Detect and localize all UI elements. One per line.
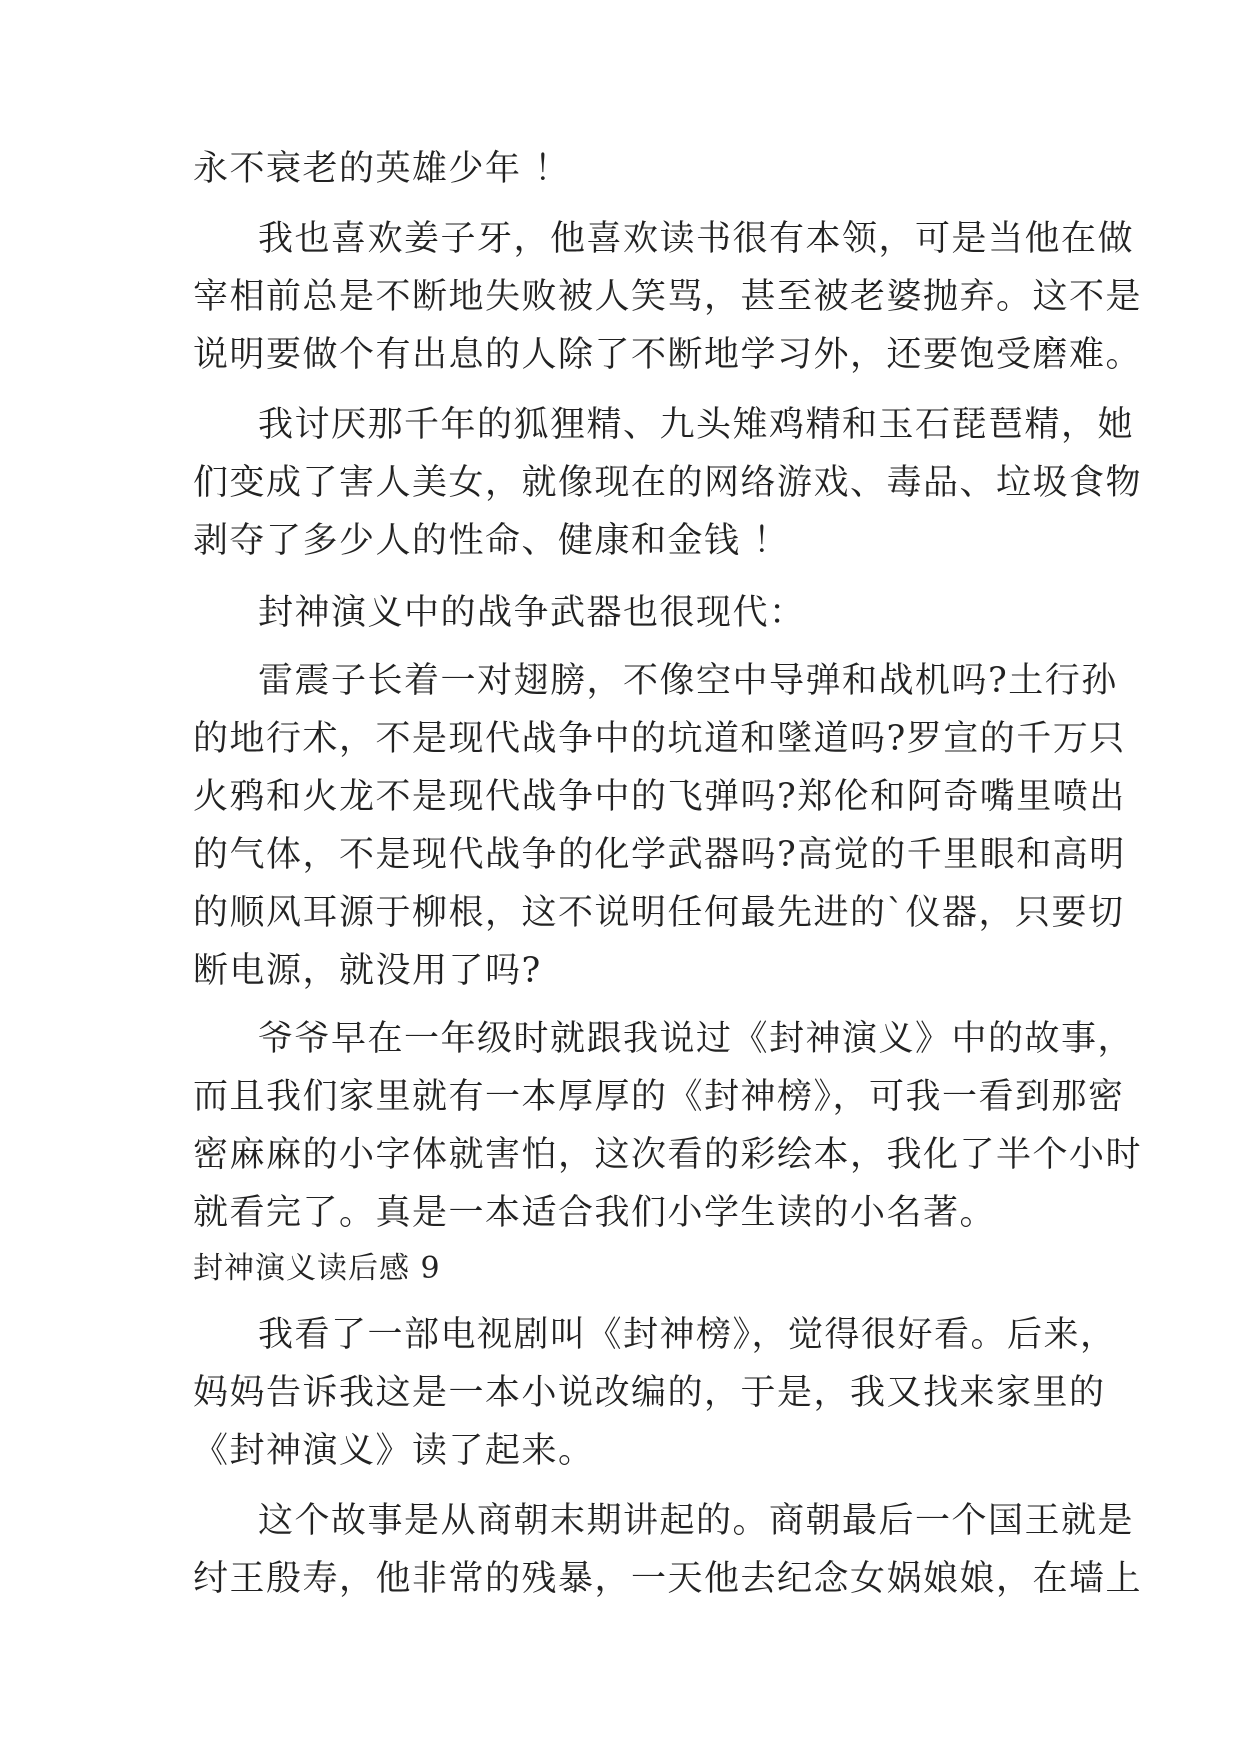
text-line: 火鸦和火龙不是现代战争中的飞弹吗?郑伦和阿奇嘴里喷出 bbox=[193, 777, 1126, 817]
text-line: 的顺风耳源于柳根，这不说明任何最先进的`仪器，只要切 bbox=[193, 893, 1125, 933]
text-line: 断电源，就没用了吗? bbox=[193, 951, 542, 991]
paragraph-start-line: 这个故事是从商朝末期讲起的。商朝最后一个国王就是 bbox=[258, 1501, 1135, 1541]
text-line: 宰相前总是不断地失败被人笑骂，甚至被老婆抛弃。这不是 bbox=[193, 277, 1143, 317]
text-line: 《封神演义》读了起来。 bbox=[193, 1431, 595, 1471]
text-line: 永不衰老的英雄少年 ！ bbox=[193, 149, 571, 189]
text-line: 密麻麻的小字体就害怕，这次看的彩绘本，我化了半个小时 bbox=[193, 1135, 1143, 1175]
paragraph-start-line: 封神演义中的战争武器也很现代： bbox=[258, 593, 806, 633]
text-line: 就看完了。真是一本适合我们小学生读的小名著。 bbox=[193, 1193, 997, 1233]
text-line: 纣王殷寿，他非常的残暴，一天他去纪念女娲娘娘，在墙上 bbox=[193, 1559, 1143, 1599]
paragraph-start-line: 我也喜欢姜子牙，他喜欢读书很有本领，可是当他在做 bbox=[258, 219, 1135, 259]
text-line: 们变成了害人美女，就像现在的网络游戏、毒品、垃圾食物 bbox=[193, 463, 1143, 503]
paragraph-start-line: 爷爷早在一年级时就跟我说过《封神演义》中的故事， bbox=[258, 1019, 1135, 1059]
text-line: 的地行术，不是现代战争中的坑道和墜道吗?罗宣的千万只 bbox=[193, 719, 1126, 759]
text-line: 说明要做个有出息的人除了不断地学习外，还要饱受磨难。 bbox=[193, 335, 1143, 375]
text-line: 而且我们家里就有一本厚厚的《封神榜》，可我一看到那密 bbox=[193, 1077, 1125, 1117]
paragraph-start-line: 我讨厌那千年的狐狸精、九头雉鸡精和玉石琵琶精，她 bbox=[258, 405, 1135, 445]
text-line: 的气体，不是现代战争的化学武器吗?高觉的千里眼和高明 bbox=[193, 835, 1126, 875]
paragraph-start-line: 我看了一部电视剧叫《封神榜》，觉得很好看。后来， bbox=[258, 1315, 1117, 1355]
text-line: 剥夺了多少人的性命、健康和金钱 ！ bbox=[193, 521, 790, 561]
section-heading: 封神演义读后感 9 bbox=[193, 1251, 441, 1286]
text-line: 妈妈告诉我这是一本小说改编的，于是，我又找来家里的 bbox=[193, 1373, 1106, 1413]
paragraph-start-line: 雷震子长着一对翅膀，不像空中导弹和战机吗?土行孙 bbox=[258, 661, 1118, 701]
